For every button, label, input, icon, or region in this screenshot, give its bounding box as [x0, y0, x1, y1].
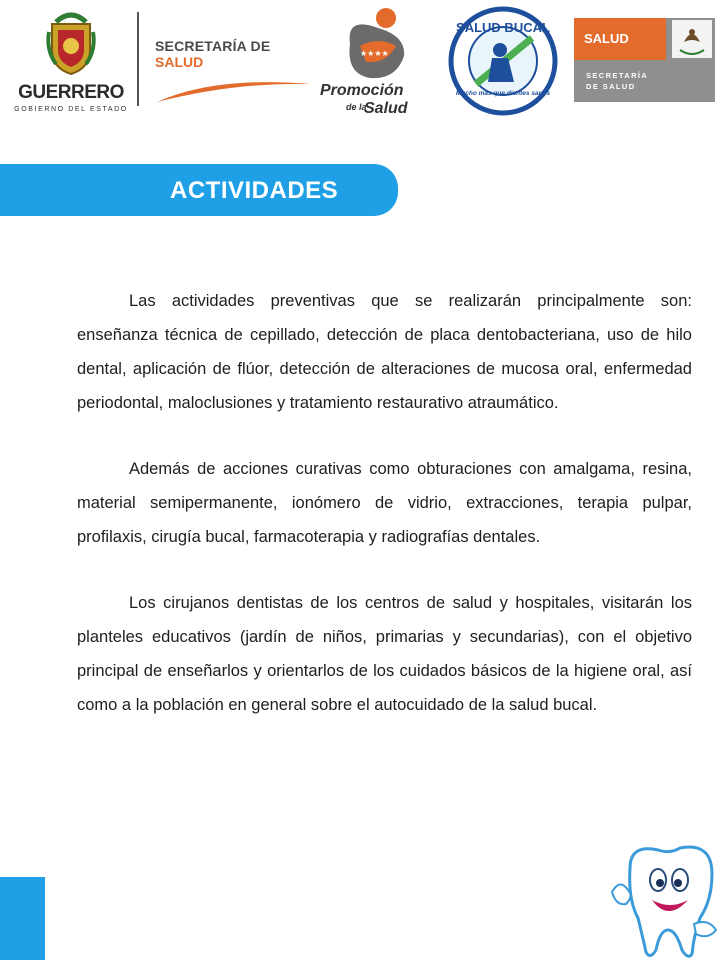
- promocion-figure-icon: [326, 6, 426, 84]
- page-title: ACTIVIDADES: [170, 177, 339, 204]
- paragraph-cirujanos: Los cirujanos dentistas de los centros de salud y hospitales, visitarán los planteles educativos (jardín de niños, primarias y secundarias), con el objetivo principal de enseñarlos y orientarlos de los cuidados básicos de la higiene oral, así como a la población en general sobre el autocuidado de la salud bucal.: [77, 594, 692, 714]
- guerrero-wordmark: GUERRERO: [18, 82, 124, 103]
- salud-federal-line1: SECRETARÍA: [586, 71, 649, 80]
- logo-divider: [137, 12, 139, 106]
- secretaria-line1: SECRETARÍA DE: [155, 38, 271, 54]
- paragraph-preventivas: Las actividades preventivas que se realizarán principalmente son: enseñanza técnica de cepillado, detección de placa dentobacteriana, uso de hilo dental, aplicación de flúor, detección de alteraciones de mucosa oral, enfermedad periodontal, maloclusiones y tratamiento restaurativo atraumático.: [77, 292, 692, 412]
- salud-federal-label-box: [574, 18, 666, 60]
- promocion-line2: de la: [346, 102, 367, 112]
- swoosh-icon: [155, 74, 315, 106]
- salud-bucal-badge: [448, 6, 558, 116]
- salud-federal-line2: DE SALUD: [586, 82, 636, 91]
- mexico-eagle-icon: [672, 20, 712, 58]
- guerrero-subtitle: GOBIERNO DEL ESTADO: [14, 106, 128, 113]
- logo-bar: [0, 0, 720, 125]
- side-accent-bar: [0, 877, 45, 960]
- promocion-salud-logo: [320, 6, 430, 116]
- salud-bucal-motto: Mucho más que dientes sanos: [455, 90, 551, 97]
- guerrero-logo: [12, 10, 130, 113]
- tooth-mascot-icon: [608, 838, 720, 960]
- svg-text:★★★★: ★★★★: [360, 49, 389, 58]
- secretaria-line2: SALUD: [155, 54, 204, 70]
- salud-bucal-title: SALUD BUCAL: [456, 20, 550, 35]
- salud-federal-logo: [574, 18, 715, 102]
- secretaria-salud-logo: [155, 38, 315, 108]
- paragraph-curativas: Además de acciones curativas como obturaciones con amalgama, resina, material semipermanente, ionómero de vidrio, extracciones, terapia pulpar, profilaxis, cirugía bucal, farmacoterapia y radiografías dentales.: [77, 460, 692, 546]
- salud-federal-label: SALUD: [584, 31, 629, 46]
- promocion-line3: Salud: [364, 100, 408, 117]
- guerrero-crest-icon: [46, 10, 96, 76]
- body-text: [77, 284, 692, 754]
- salud-federal-text: [586, 70, 648, 92]
- promocion-line1: Promoción: [320, 82, 404, 99]
